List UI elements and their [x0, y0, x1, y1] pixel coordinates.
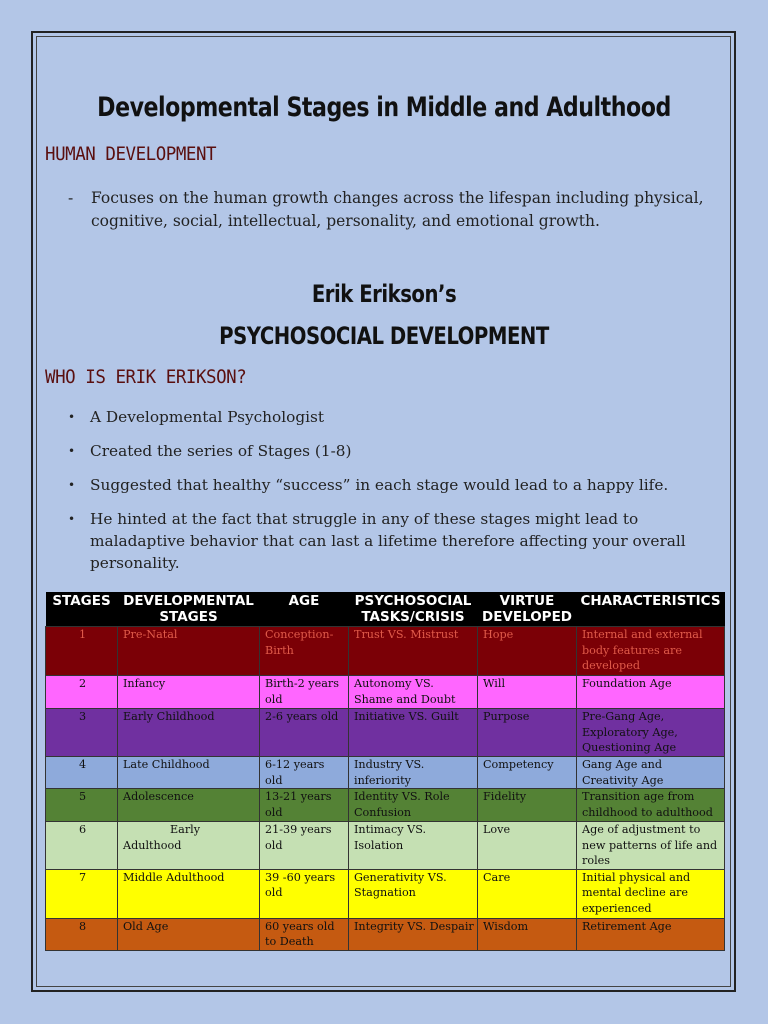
header-virtue: VIRTUE DEVELOPED	[478, 592, 577, 627]
bullet-item: • Suggested that healthy “success” in each stage would lead to a happy life.	[68, 476, 669, 494]
bullet-icon: •	[68, 444, 76, 458]
stage-age: 21-39 years old	[260, 822, 349, 870]
stage-characteristics: Foundation Age	[577, 676, 725, 709]
dash-marker: -	[68, 189, 74, 207]
stage-name: Old Age	[118, 918, 260, 950]
bullet-item: • Created the series of Stages (1-8)	[68, 442, 352, 460]
header-age: AGE	[260, 592, 349, 627]
stage-age: 13-21 years old	[260, 789, 349, 822]
stage-characteristics: Internal and external body features are developed	[577, 627, 725, 676]
stage-age: 2-6 years old	[260, 709, 349, 757]
header-developmental-stages: DEVELOPMENTAL STAGES	[118, 592, 260, 627]
table-row	[46, 757, 725, 789]
header-characteristics: CHARACTERISTICS	[577, 592, 725, 627]
definition-text: Focuses on the human growth changes across the lifespan including physical, cognitive, social, intellectual, personality, and emotional growth.	[91, 189, 704, 230]
stage-virtue: Purpose	[478, 709, 577, 757]
stage-number: 4	[46, 757, 118, 789]
bullet-item: • A Developmental Psychologist	[68, 408, 325, 426]
stage-number: 6	[46, 822, 118, 870]
stage-crisis: Trust VS. Mistrust	[349, 627, 478, 676]
stage-number: 7	[46, 869, 118, 918]
stage-crisis: Autonomy VS. Shame and Doubt	[349, 676, 478, 709]
stage-virtue: Competency	[478, 757, 577, 789]
table-row	[46, 822, 725, 870]
stage-characteristics: Initial physical and mental decline are experienced	[577, 869, 725, 918]
stage-name: Infancy	[118, 676, 260, 709]
stage-number: 3	[46, 709, 118, 757]
stage-virtue: Care	[478, 869, 577, 918]
stage-crisis: Initiative VS. Guilt	[349, 709, 478, 757]
stage-age: Birth-2 years old	[260, 676, 349, 709]
stage-name: Late Childhood	[118, 757, 260, 789]
stage-virtue: Fidelity	[478, 789, 577, 822]
header-psychosocial-tasks: PSYCHOSOCIAL TASKS/CRISIS	[349, 592, 478, 627]
stage-characteristics: Gang Age and Creativity Age	[577, 757, 725, 789]
stage-name: Middle Adulthood	[118, 869, 260, 918]
table-row	[46, 789, 725, 822]
human-development-heading: HUMAN DEVELOPMENT	[45, 143, 217, 165]
human-development-definition	[68, 187, 728, 233]
bullet-item: • He hinted at the fact that struggle in any of these stages might lead to maladaptive behavior that can last a lifetime therefore affecting your overall personality.	[68, 510, 686, 572]
stage-name: Early Adulthood	[118, 822, 260, 870]
stage-age: 60 years old to Death	[260, 918, 349, 950]
stage-characteristics: Transition age from childhood to adulthood	[577, 789, 725, 822]
stage-age: 39 -60 years old	[260, 869, 349, 918]
header-stages: STAGES	[46, 592, 118, 627]
bullet-icon: •	[68, 478, 76, 492]
subtitle-erikson: Erik Erikson’s	[311, 280, 457, 308]
table-header-row	[46, 592, 725, 627]
stage-crisis: Identity VS. Role Confusion	[349, 789, 478, 822]
stage-age: Conception-Birth	[260, 627, 349, 676]
bullet-icon: •	[68, 512, 76, 526]
stage-virtue: Love	[478, 822, 577, 870]
stage-crisis: Intimacy VS. Isolation	[349, 822, 478, 870]
subtitle-psychosocial: PSYCHOSOCIAL DEVELOPMENT	[219, 322, 549, 350]
page-title: Developmental Stages in Middle and Adulthood	[97, 92, 671, 123]
stage-number: 1	[46, 627, 118, 676]
stage-number: 8	[46, 918, 118, 950]
stage-name: Adolescence	[118, 789, 260, 822]
stage-virtue: Wisdom	[478, 918, 577, 950]
stage-crisis: Generativity VS. Stagnation	[349, 869, 478, 918]
stage-crisis: Industry VS. inferiority	[349, 757, 478, 789]
table-row	[46, 676, 725, 709]
who-is-erikson-heading: WHO IS ERIK ERIKSON?	[45, 366, 247, 388]
stage-characteristics: Age of adjustment to new patterns of life and roles	[577, 822, 725, 870]
stage-number: 2	[46, 676, 118, 709]
stage-number: 5	[46, 789, 118, 822]
stage-characteristics: Retirement Age	[577, 918, 725, 950]
stage-virtue: Hope	[478, 627, 577, 676]
bullet-icon: •	[68, 410, 76, 424]
stage-name: Pre-Natal	[118, 627, 260, 676]
stage-age: 6-12 years old	[260, 757, 349, 789]
table-row	[46, 709, 725, 757]
table-row	[46, 627, 725, 676]
stage-crisis: Integrity VS. Despair	[349, 918, 478, 950]
table-row	[46, 869, 725, 918]
stages-table	[45, 592, 725, 951]
stage-name: Early Childhood	[118, 709, 260, 757]
stage-characteristics: Pre-Gang Age, Exploratory Age, Questioning Age	[577, 709, 725, 757]
stage-virtue: Will	[478, 676, 577, 709]
table-row	[46, 918, 725, 950]
